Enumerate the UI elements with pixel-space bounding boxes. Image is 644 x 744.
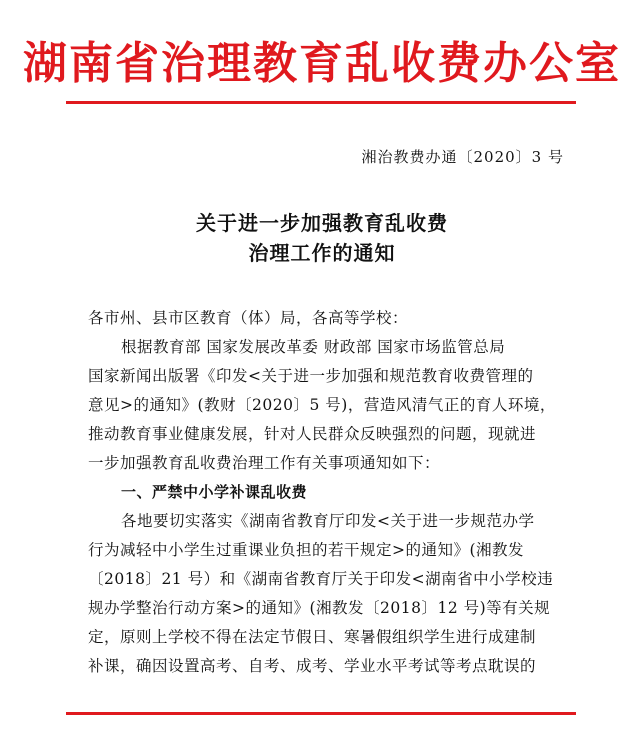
document-title-line-1: 关于进一步加强教育乱收费 [196, 211, 448, 235]
paragraph-line: 国家新闻出版署《印发<关于进一步加强和规范教育收费管理的 [88, 367, 534, 385]
letterhead-title: 湖南省治理教育乱收费办公室 [23, 39, 621, 88]
paragraph-line: 各地要切实落实《湖南省教育厅印发<关于进一步规范办学 [121, 512, 535, 530]
paragraph-line: 推动教育事业健康发展，针对人民群众反映强烈的问题，现就进 [88, 425, 537, 443]
document-title-line-2: 治理工作的通知 [248, 241, 396, 265]
paragraph-line: 规办学整治行动方案>的通知》(湘教发〔2018〕12 号)等有关规 [88, 599, 551, 617]
paragraph-line: 根据教育部 国家发展改革委 财政部 国家市场监管总局 [121, 338, 506, 356]
document-number: 湘治教费办通〔2020〕3 号 [361, 148, 564, 166]
paragraph-line: 意见>的通知》(教财〔2020〕5 号)，营造风清气正的育人环境， [88, 396, 556, 414]
footer-red-rule [66, 712, 576, 715]
salutation: 各市州、县市区教育（体）局，各高等学校： [88, 309, 409, 327]
paragraph-line: 定，原则上学校不得在法定节假日、寒暑假组织学生进行成建制 [88, 628, 537, 646]
paragraph-line: 补课，确因设置高考、自考、成考、学业水平考试等考点耽误的 [88, 657, 537, 675]
paragraph-line: 一步加强教育乱收费治理工作有关事项通知如下： [88, 454, 441, 472]
paragraph-line: 行为减轻中小学生过重课业负担的若干规定>的通知》(湘教发 [88, 541, 525, 559]
section-heading: 一、严禁中小学补课乱收费 [121, 483, 308, 501]
document-body [88, 304, 568, 681]
letterhead-red-rule [66, 101, 576, 104]
paragraph-line: 〔2018〕21 号）和《湖南省教育厅关于印发<湖南省中小学校违 [88, 570, 554, 588]
document-title [0, 208, 644, 268]
